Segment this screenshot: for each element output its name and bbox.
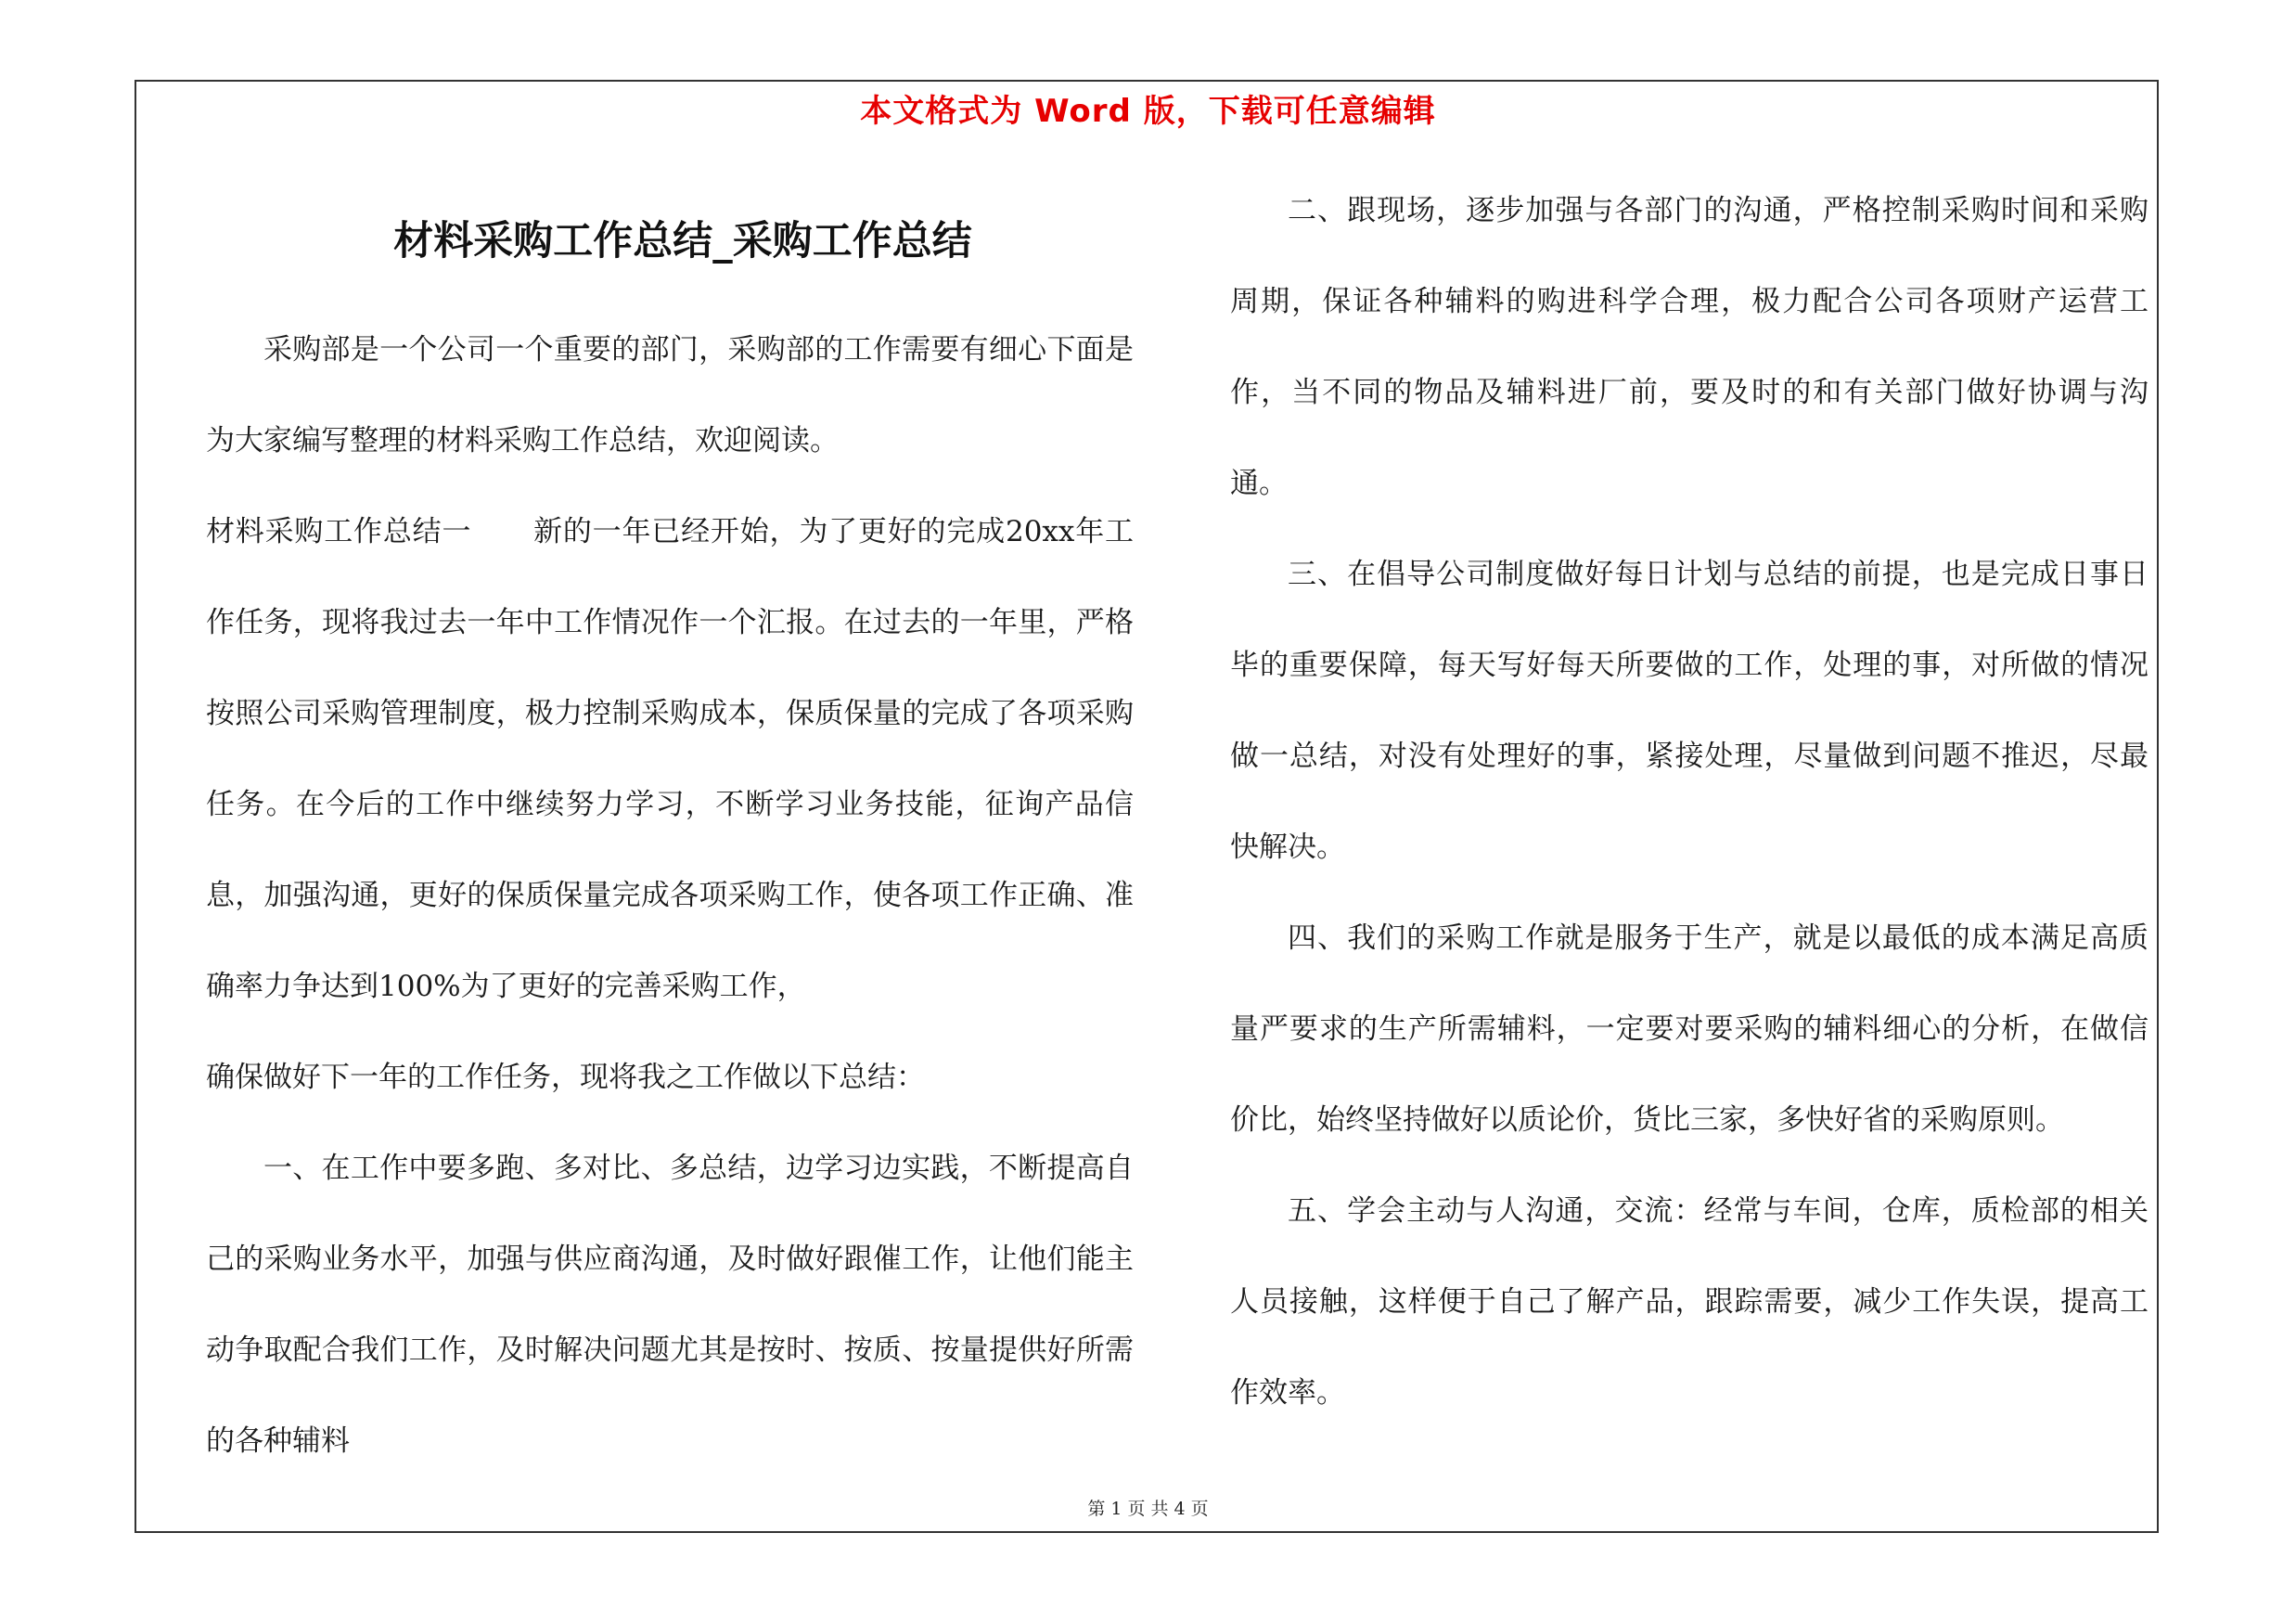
point-two-paragraph: 二、跟现场，逐步加强与各部门的沟通，严格控制采购时间和采购周期，保证各种辅料的购进科学合理，极力配合公司各项财产运营工作，当不同的物品及辅料进厂前，要及时的和有关部门做好协调与沟通。 <box>1230 194 2148 500</box>
section-body-continued: 确保做好下一年的工作任务，现将我之工作做以下总结： <box>206 1061 925 1094</box>
section-body: 新的一年已经开始，为了更好的完成20xx年工作任务，现将我过去一年中工作情况作一个汇报。在过去的一年里，严格按照公司采购管理制度，极力控制采购成本，保质保量的完成了各项采购任务。在今后的工作中继续努力学习，不断学习业务技能，征询产品信息，加强沟通，更好的保质保量完成各项采购工作，使各项工作正确、准确率力争达到100%为了更好的完善采购工作， <box>206 515 1134 1003</box>
point-three-paragraph: 三、在倡导公司制度做好每日计划与总结的前提，也是完成日事日毕的重要保障，每天写好每天所要做的工作，处理的事，对所做的情况做一总结，对没有处理好的事，紧接处理，尽量做到问题不推迟，尽最快解决。 <box>1230 558 2148 864</box>
page-number-footer: 第 1 页 共 4 页 <box>1087 1499 1209 1519</box>
left-column <box>206 304 1134 1487</box>
intro-paragraph: 采购部是一个公司一个重要的部门，采购部的工作需要有细心下面是为大家编写整理的材料采购工作总结，欢迎阅读。 <box>206 333 1134 457</box>
point-one-paragraph: 一、在工作中要多跑、多对比、多总结，边学习边实践，不断提高自己的采购业务水平，加强与供应商沟通，及时做好跟催工作，让他们能主动争取配合我们工作，及时解决问题尤其是按时、按质、按量提供好所需的各种辅料 <box>206 1152 1134 1458</box>
section-heading: 材料采购工作总结一 <box>206 515 472 548</box>
point-four-paragraph: 四、我们的采购工作就是服务于生产，就是以最低的成本满足高质量严要求的生产所需辅料，一定要对要采购的辅料细心的分析，在做信价比，始终坚持做好以质论价，货比三家，多快好省的采购原则。 <box>1230 921 2148 1137</box>
point-five-paragraph: 五、学会主动与人沟通，交流：经常与车间，仓库，质检部的相关人员接触，这样便于自己了解产品，跟踪需要，减少工作失误，提高工作效率。 <box>1230 1194 2148 1410</box>
format-notice-banner: 本文格式为 Word 版，下载可任意编辑 <box>860 93 1436 130</box>
section-one-paragraph <box>206 486 1134 1032</box>
right-column <box>1230 165 2148 1438</box>
document-title: 材料采购工作总结_采购工作总结 <box>393 218 972 264</box>
